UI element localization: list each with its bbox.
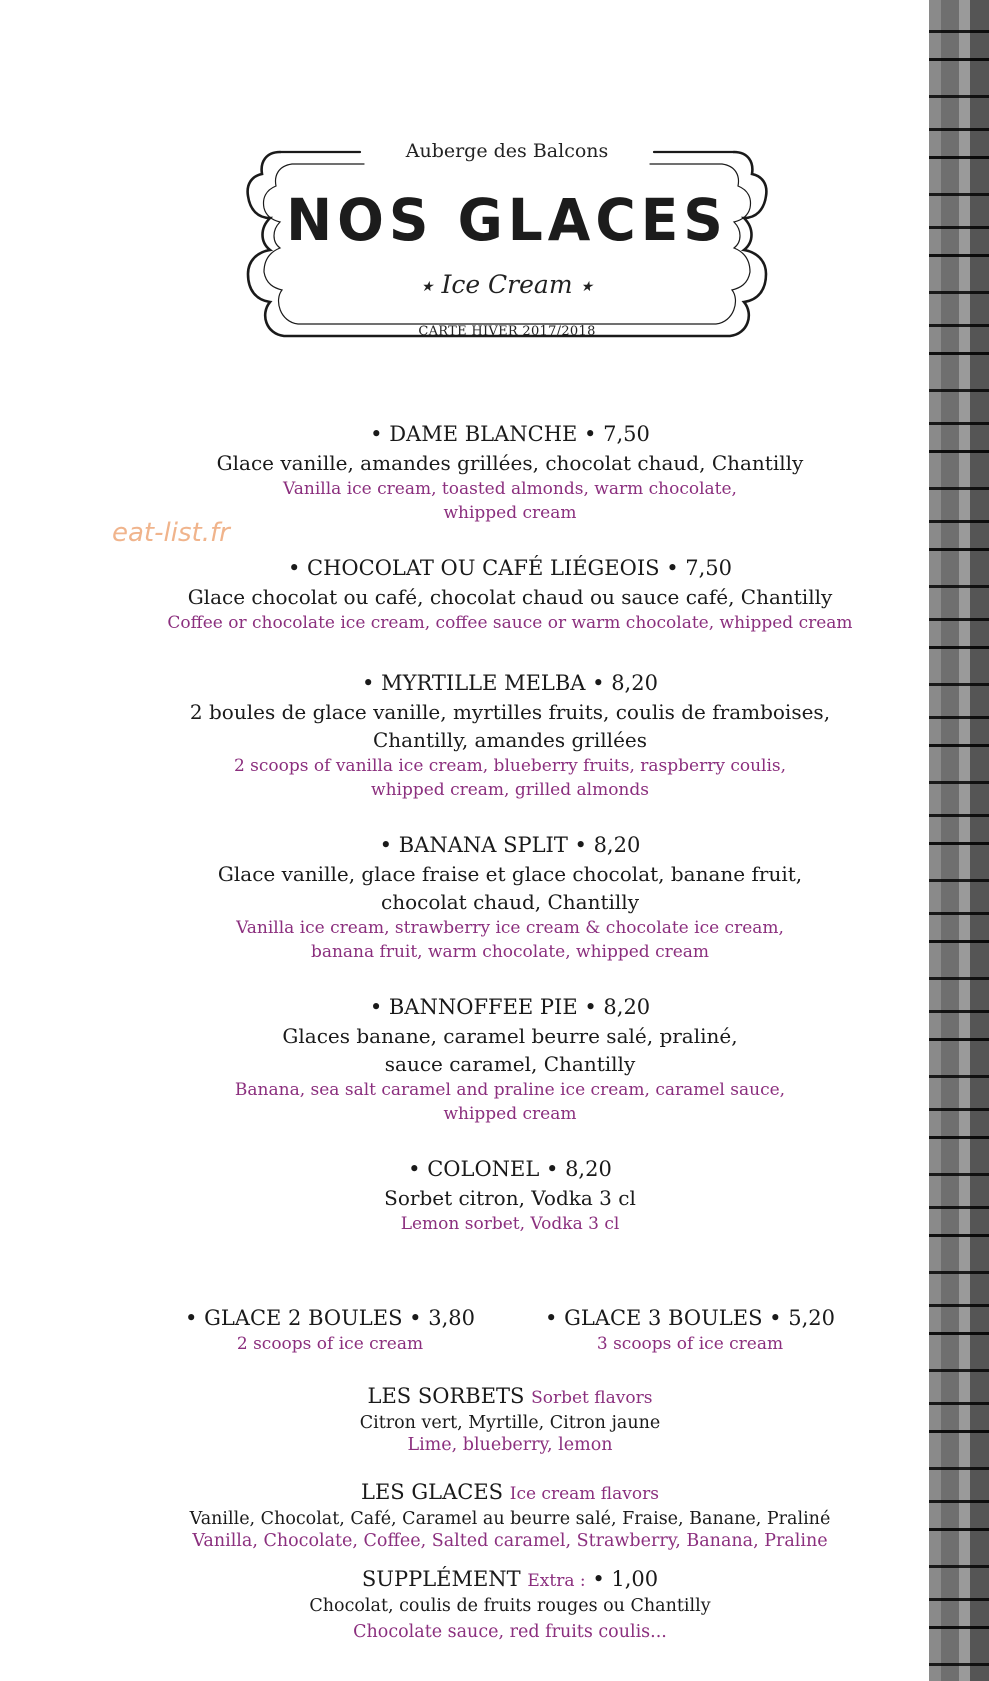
item-name: • MYRTILLE MELBA • 8,20: [362, 671, 658, 695]
glaces-section: [110, 1478, 910, 1552]
item-desc-fr: chocolat chaud, Chantilly: [381, 890, 639, 914]
menu-item-bannoffee-pie: [110, 992, 910, 1126]
item-name: • CHOCOLAT OU CAFÉ LIÉGEOIS • 7,50: [287, 556, 733, 580]
season-label: CARTE HIVER 2017/2018: [418, 324, 596, 339]
menu-logo: [240, 138, 774, 348]
brand-name: Auberge des Balcons: [405, 140, 609, 162]
item-desc-fr: Glaces banane, caramel beurre salé, praliné,: [282, 1024, 738, 1048]
menu-item-colonel: [110, 1154, 910, 1236]
section-title-en: Ice cream flavors: [509, 1484, 659, 1504]
section-heading: [110, 1565, 910, 1595]
item-desc-en: whipped cream: [443, 503, 577, 523]
section-title: LES SORBETS: [367, 1384, 525, 1408]
section-title-en: Sorbet flavors: [531, 1388, 653, 1408]
section-heading: [110, 1382, 910, 1412]
menu-item-liegeois: [110, 553, 910, 635]
supplement-en: Chocolate sauce, red fruits coulis...: [353, 1622, 667, 1642]
sorbets-section: [110, 1382, 910, 1456]
item-desc-en: 2 scoops of ice cream: [236, 1334, 424, 1354]
item-name: • BANANA SPLIT • 8,20: [379, 833, 641, 857]
item-desc-fr: sauce caramel, Chantilly: [384, 1052, 636, 1076]
section-title-en: Extra :: [527, 1571, 586, 1591]
item-desc-fr: Sorbet citron, Vodka 3 cl: [384, 1186, 636, 1210]
item-desc-en: 2 scoops of vanilla ice cream, blueberry fruits, raspberry coulis,: [233, 756, 787, 776]
item-name: • GLACE 3 BOULES • 5,20: [545, 1306, 835, 1330]
menu-subtitle: Ice Cream: [441, 270, 573, 299]
flavors-en: Vanilla, Chocolate, Coffee, Salted caramel, Strawberry, Banana, Praline: [192, 1531, 828, 1551]
item-name: • BANNOFFEE PIE • 8,20: [369, 995, 651, 1019]
supplement-fr: Chocolat, coulis de fruits rouges ou Chantilly: [309, 1596, 711, 1616]
subtitle-row: [240, 270, 774, 299]
item-desc-fr: Glace vanille, glace fraise et glace chocolat, banane fruit,: [217, 862, 803, 886]
item-desc-en: Banana, sea salt caramel and praline ice cream, caramel sauce,: [234, 1080, 786, 1100]
item-desc-fr: 2 boules de glace vanille, myrtilles fruits, coulis de framboises,: [189, 700, 831, 724]
supplement-price: • 1,00: [592, 1567, 659, 1591]
stone-wall-border: [929, 0, 989, 1681]
item-desc-en: banana fruit, warm chocolate, whipped cream: [310, 942, 710, 962]
section-heading: [110, 1478, 910, 1508]
star-icon: ★: [580, 278, 594, 295]
item-desc-en: whipped cream, grilled almonds: [371, 780, 649, 800]
menu-item-myrtille-melba: [110, 668, 910, 802]
item-desc-en: Coffee or chocolate ice cream, coffee sauce or warm chocolate, whipped cream: [167, 613, 853, 633]
menu-item-banana-split: [110, 830, 910, 964]
menu-item-dame-blanche: [110, 419, 910, 525]
item-desc-en: Vanilla ice cream, strawberry ice cream & chocolate ice cream,: [236, 918, 784, 938]
watermark: eat-list.fr: [112, 518, 230, 548]
flavors-en: Lime, blueberry, lemon: [407, 1435, 613, 1455]
menu-item-glace-3-boules: [530, 1303, 850, 1355]
flavors-fr: Vanille, Chocolat, Café, Caramel au beurre salé, Fraise, Banane, Praliné: [189, 1509, 831, 1529]
item-name: • COLONEL • 8,20: [408, 1157, 612, 1181]
menu-title: NOS GLACES: [286, 186, 728, 254]
item-desc-en: 3 scoops of ice cream: [596, 1334, 784, 1354]
star-icon: ★: [420, 278, 434, 295]
item-desc-en: Vanilla ice cream, toasted almonds, warm chocolate,: [283, 479, 737, 499]
flavors-fr: Citron vert, Myrtille, Citron jaune: [359, 1413, 661, 1433]
section-title: LES GLACES: [361, 1480, 504, 1504]
item-desc-fr: Chantilly, amandes grillées: [372, 728, 647, 752]
item-desc-fr: Glace chocolat ou café, chocolat chaud ou sauce café, Chantilly: [187, 585, 833, 609]
section-title: SUPPLÉMENT: [361, 1567, 521, 1591]
item-desc-fr: Glace vanille, amandes grillées, chocolat chaud, Chantilly: [216, 451, 804, 475]
item-name: • DAME BLANCHE • 7,50: [370, 422, 650, 446]
item-name: • GLACE 2 BOULES • 3,80: [185, 1306, 475, 1330]
item-desc-en: Lemon sorbet, Vodka 3 cl: [400, 1214, 620, 1234]
item-desc-en: whipped cream: [443, 1104, 577, 1124]
menu-item-glace-2-boules: [170, 1303, 490, 1355]
supplement-section: [110, 1565, 910, 1643]
